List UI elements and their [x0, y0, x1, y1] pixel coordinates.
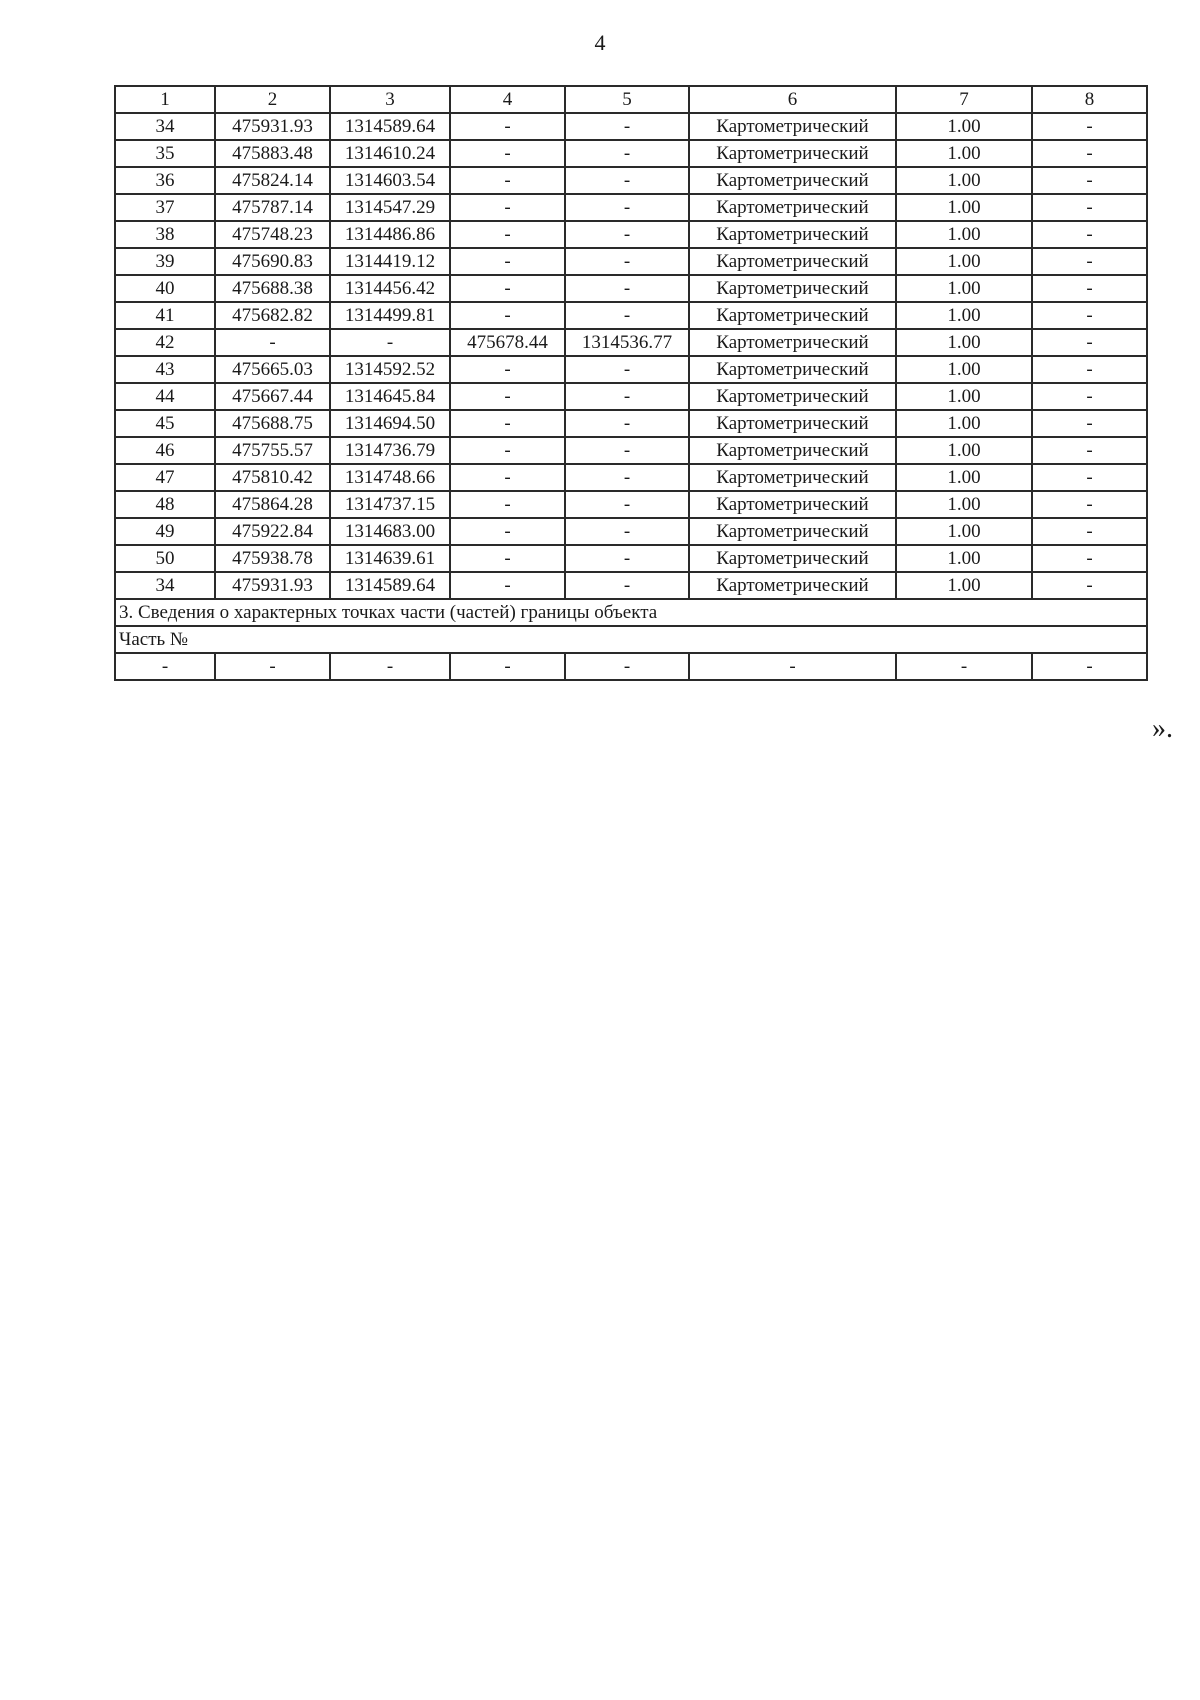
table-cell-col-8: -	[1032, 383, 1147, 410]
table-row	[115, 140, 1147, 167]
table-cell-col-1: 37	[115, 194, 215, 221]
table-cell-col-8: -	[1032, 518, 1147, 545]
table-cell-col-8: -	[1032, 194, 1147, 221]
table-cell-col-8: -	[1032, 167, 1147, 194]
table-cell-col-5: -	[565, 572, 689, 599]
table-cell-col-5: -	[565, 437, 689, 464]
table-row	[115, 167, 1147, 194]
table-cell-col-5: -	[565, 275, 689, 302]
table-cell-col-7: 1.00	[896, 221, 1032, 248]
table-cell-col-7: 1.00	[896, 464, 1032, 491]
table-cell-col-2: 475748.23	[215, 221, 330, 248]
table-row	[115, 221, 1147, 248]
coordinates-table	[114, 85, 1148, 681]
table-row	[115, 437, 1147, 464]
table-cell-col-8: -	[1032, 140, 1147, 167]
table-cell-col-6: Картометрический	[689, 140, 896, 167]
table-cell-col-1: 34	[115, 572, 215, 599]
table-cell-col-8: -	[1032, 410, 1147, 437]
table-cell-col-5: 5	[565, 86, 689, 113]
table-cell-col-1: 50	[115, 545, 215, 572]
table-cell-col-8: -	[1032, 113, 1147, 140]
empty-table-row	[115, 653, 1147, 680]
table-cell-col-5: -	[565, 248, 689, 275]
table-cell-col-2: 475931.93	[215, 113, 330, 140]
table-cell-col-6: Картометрический	[689, 275, 896, 302]
table-cell-col-4: -	[450, 194, 565, 221]
table-cell-col-2: 475938.78	[215, 545, 330, 572]
table-cell-col-4: -	[450, 167, 565, 194]
table-cell-col-8: -	[1032, 572, 1147, 599]
table-cell-col-2: 475690.83	[215, 248, 330, 275]
table-cell-col-3: 1314456.42	[330, 275, 450, 302]
table-row	[115, 356, 1147, 383]
table-cell-col-5: 1314536.77	[565, 329, 689, 356]
table-cell-col-4: 475678.44	[450, 329, 565, 356]
part-label-row	[115, 626, 1147, 653]
table-cell-col-4: -	[450, 545, 565, 572]
table-cell-col-4: -	[450, 248, 565, 275]
table-cell-col-4: -	[450, 653, 565, 680]
table-cell-col-8: -	[1032, 275, 1147, 302]
table-cell-col-2: 2	[215, 86, 330, 113]
table-cell-col-1: 43	[115, 356, 215, 383]
table-cell-col-2: 475667.44	[215, 383, 330, 410]
table-cell-col-2: 475755.57	[215, 437, 330, 464]
table-cell-col-7: 1.00	[896, 437, 1032, 464]
table-cell-col-7: 1.00	[896, 329, 1032, 356]
table-cell-col-5: -	[565, 383, 689, 410]
table-cell-col-7: -	[896, 653, 1032, 680]
table-cell-col-7: 1.00	[896, 194, 1032, 221]
table-cell-col-8: -	[1032, 491, 1147, 518]
table-cell-col-1: 47	[115, 464, 215, 491]
table-cell-col-2: 475665.03	[215, 356, 330, 383]
table-cell-col-4: -	[450, 518, 565, 545]
table-body	[115, 86, 1147, 680]
table-cell-col-4: -	[450, 464, 565, 491]
table-cell-col-3: 1314694.50	[330, 410, 450, 437]
table-cell-col-6: Картометрический	[689, 572, 896, 599]
table-cell-col-3: 1314419.12	[330, 248, 450, 275]
table-cell-col-5: -	[565, 167, 689, 194]
table-cell-col-3: 1314736.79	[330, 437, 450, 464]
table-cell-col-6: Картометрический	[689, 221, 896, 248]
table-cell-col-5: -	[565, 464, 689, 491]
table-cell-col-2: 475810.42	[215, 464, 330, 491]
table-cell-col-6: Картометрический	[689, 248, 896, 275]
table-row	[115, 491, 1147, 518]
table-cell-col-4: -	[450, 275, 565, 302]
table-cell-col-5: -	[565, 113, 689, 140]
table-cell-col-2: 475883.48	[215, 140, 330, 167]
table-row	[115, 275, 1147, 302]
table-cell-col-8: 8	[1032, 86, 1147, 113]
table-cell-col-7: 1.00	[896, 248, 1032, 275]
table-cell-col-6: Картометрический	[689, 491, 896, 518]
table-cell-col-1: 46	[115, 437, 215, 464]
table-cell-col-2: 475688.38	[215, 275, 330, 302]
table-cell-col-4: 4	[450, 86, 565, 113]
table-cell-col-3: 1314737.15	[330, 491, 450, 518]
table-cell-col-6: Картометрический	[689, 356, 896, 383]
table-header-row	[115, 86, 1147, 113]
table-cell-col-7: 1.00	[896, 383, 1032, 410]
table-cell-col-7: 1.00	[896, 356, 1032, 383]
table-cell-col-4: -	[450, 383, 565, 410]
table-cell-col-7: 1.00	[896, 545, 1032, 572]
table-row	[115, 410, 1147, 437]
table-cell-col-4: -	[450, 572, 565, 599]
table-cell-col-6: Картометрический	[689, 167, 896, 194]
table-row	[115, 545, 1147, 572]
table-cell-col-3: -	[330, 329, 450, 356]
table-cell-col-1: 36	[115, 167, 215, 194]
table-cell-col-1: 40	[115, 275, 215, 302]
table-cell-col-4: -	[450, 356, 565, 383]
table-cell-col-4: -	[450, 410, 565, 437]
table-cell-col-1: 39	[115, 248, 215, 275]
table-row	[115, 464, 1147, 491]
table-cell-col-6: Картометрический	[689, 383, 896, 410]
table-cell-col-7: 1.00	[896, 167, 1032, 194]
table-row	[115, 113, 1147, 140]
table-cell-col-3: 1314748.66	[330, 464, 450, 491]
table-cell-col-1: 1	[115, 86, 215, 113]
table-cell-col-3: 1314645.84	[330, 383, 450, 410]
table-cell-col-5: -	[565, 140, 689, 167]
table-cell-col-8: -	[1032, 437, 1147, 464]
table-cell-col-8: -	[1032, 221, 1147, 248]
table-cell-col-3: 1314683.00	[330, 518, 450, 545]
table-cell-col-8: -	[1032, 464, 1147, 491]
table-cell-col-8: -	[1032, 248, 1147, 275]
closing-quote-mark: ».	[1152, 713, 1173, 744]
table-cell-col-5: -	[565, 410, 689, 437]
table-cell-col-5: -	[565, 356, 689, 383]
page-number: 4	[594, 30, 606, 55]
table-cell-col-3: 1314639.61	[330, 545, 450, 572]
table-cell-col-2: -	[215, 653, 330, 680]
table-cell-col-3: 1314592.52	[330, 356, 450, 383]
table-row	[115, 194, 1147, 221]
table-cell-col-7: 1.00	[896, 302, 1032, 329]
table-cell-col-2: 475824.14	[215, 167, 330, 194]
table-cell-col-6: Картометрический	[689, 302, 896, 329]
table-cell-col-3: 1314589.64	[330, 113, 450, 140]
table-row	[115, 329, 1147, 356]
table-cell-col-1: 35	[115, 140, 215, 167]
table-cell-col-7: 7	[896, 86, 1032, 113]
table-cell-col-5: -	[565, 302, 689, 329]
table-cell-col-4: -	[450, 113, 565, 140]
table-cell-col-6: -	[689, 653, 896, 680]
table-cell-col-1: 34	[115, 113, 215, 140]
table-cell-col-6: Картометрический	[689, 545, 896, 572]
table-cell-col-4: -	[450, 302, 565, 329]
table-cell-col-6: Картометрический	[689, 194, 896, 221]
table-cell-col-4: -	[450, 221, 565, 248]
table-cell-col-1: 42	[115, 329, 215, 356]
table-cell-col-5: -	[565, 221, 689, 248]
table-row	[115, 248, 1147, 275]
table-row	[115, 383, 1147, 410]
section-title-row-text: 3. Сведения о характерных точках части (частей) границы объекта	[115, 599, 1147, 626]
table-cell-col-2: 475931.93	[215, 572, 330, 599]
table-cell-col-2: 475864.28	[215, 491, 330, 518]
table-cell-col-5: -	[565, 545, 689, 572]
table-cell-col-6: Картометрический	[689, 437, 896, 464]
table-cell-col-3: 1314499.81	[330, 302, 450, 329]
table-cell-col-7: 1.00	[896, 491, 1032, 518]
table-cell-col-4: -	[450, 437, 565, 464]
table-cell-col-7: 1.00	[896, 518, 1032, 545]
table-cell-col-7: 1.00	[896, 140, 1032, 167]
table-cell-col-7: 1.00	[896, 410, 1032, 437]
table-cell-col-3: 1314486.86	[330, 221, 450, 248]
table-row	[115, 302, 1147, 329]
part-label-row-text: Часть №	[115, 626, 1147, 653]
table-cell-col-3: 1314610.24	[330, 140, 450, 167]
table-cell-col-5: -	[565, 518, 689, 545]
table-row	[115, 572, 1147, 599]
table-cell-col-4: -	[450, 140, 565, 167]
table-cell-col-8: -	[1032, 356, 1147, 383]
table-cell-col-3: 1314547.29	[330, 194, 450, 221]
table-cell-col-1: 38	[115, 221, 215, 248]
table-cell-col-5: -	[565, 194, 689, 221]
table-cell-col-2: -	[215, 329, 330, 356]
table-cell-col-6: Картометрический	[689, 410, 896, 437]
table-cell-col-3: 3	[330, 86, 450, 113]
table-cell-col-7: 1.00	[896, 572, 1032, 599]
table-cell-col-7: 1.00	[896, 113, 1032, 140]
table-cell-col-8: -	[1032, 545, 1147, 572]
section-title-row	[115, 599, 1147, 626]
table-cell-col-4: -	[450, 491, 565, 518]
table-cell-col-7: 1.00	[896, 275, 1032, 302]
table-cell-col-8: -	[1032, 653, 1147, 680]
table-cell-col-2: 475922.84	[215, 518, 330, 545]
table-cell-col-2: 475688.75	[215, 410, 330, 437]
table-cell-col-1: 49	[115, 518, 215, 545]
table-cell-col-6: 6	[689, 86, 896, 113]
table-cell-col-5: -	[565, 491, 689, 518]
table-cell-col-6: Картометрический	[689, 113, 896, 140]
table-cell-col-1: 48	[115, 491, 215, 518]
table-cell-col-3: -	[330, 653, 450, 680]
table-cell-col-8: -	[1032, 329, 1147, 356]
table-cell-col-2: 475682.82	[215, 302, 330, 329]
table-cell-col-6: Картометрический	[689, 329, 896, 356]
table-cell-col-1: 45	[115, 410, 215, 437]
table-cell-col-6: Картометрический	[689, 518, 896, 545]
table-cell-col-3: 1314589.64	[330, 572, 450, 599]
table-cell-col-8: -	[1032, 302, 1147, 329]
table-row	[115, 518, 1147, 545]
table-cell-col-1: 41	[115, 302, 215, 329]
table-cell-col-1: 44	[115, 383, 215, 410]
table-cell-col-5: -	[565, 653, 689, 680]
table-cell-col-2: 475787.14	[215, 194, 330, 221]
table-cell-col-6: Картометрический	[689, 464, 896, 491]
table-cell-col-3: 1314603.54	[330, 167, 450, 194]
table-cell-col-1: -	[115, 653, 215, 680]
